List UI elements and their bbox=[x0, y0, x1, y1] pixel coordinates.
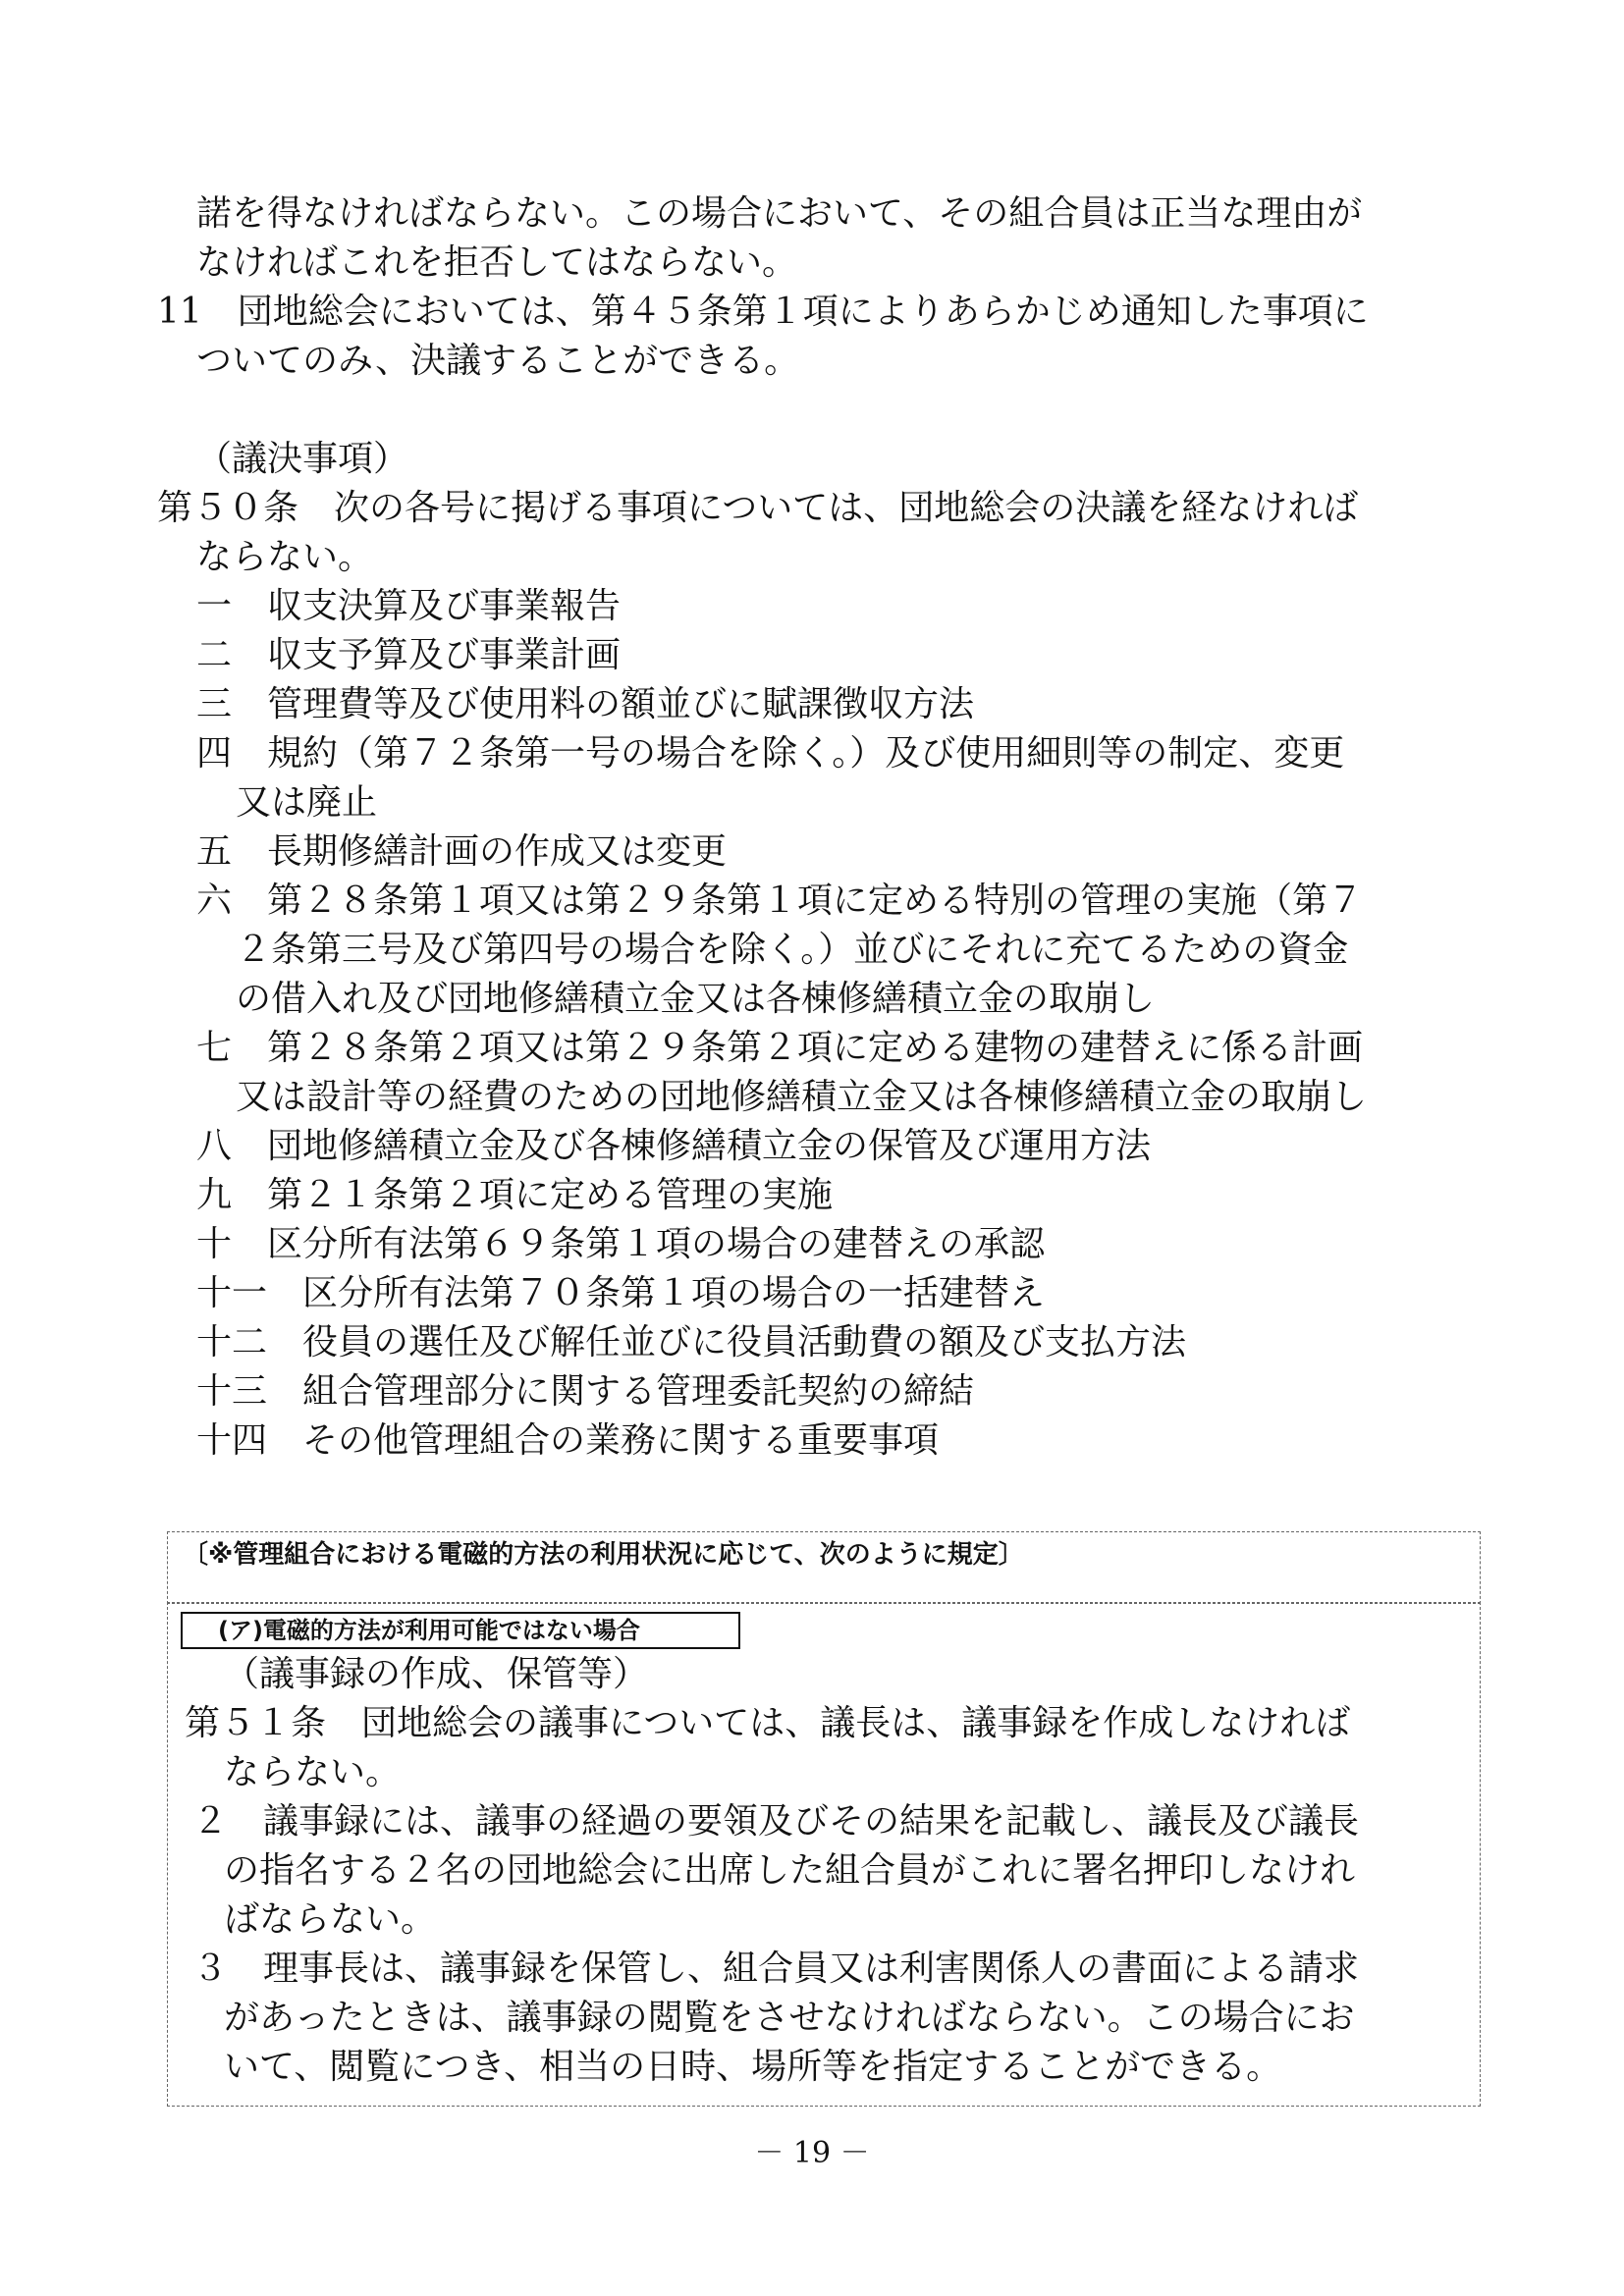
page-number: － 19 － bbox=[754, 2136, 870, 2170]
paragraph-11: 11 団地総会においては、第４５条第１項によりあらかじめ通知した事項に bbox=[157, 292, 1369, 332]
list-item: 一 収支決算及び事業報告 bbox=[196, 586, 622, 626]
body-line: 諾を得なければならない。この場合において、その組合員は正当な理由が bbox=[196, 193, 1363, 234]
article-caption: （議決事項） bbox=[196, 439, 409, 479]
list-item: 六 第２８条第１項又は第２９条第１項に定める特別の管理の実施（第７ bbox=[196, 881, 1364, 921]
list-item: 七 第２８条第２項又は第２９条第２項に定める建物の建替えに係る計画 bbox=[196, 1028, 1364, 1068]
paragraph-3: ３ 理事長は、議事録を保管し、組合員又は利害関係人の書面による請求 bbox=[192, 1949, 1360, 1989]
body-line: ならない。 bbox=[224, 1752, 402, 1792]
list-item-continuation: 又は設計等の経費のための団地修繕積立金又は各棟修繕積立金の取崩し bbox=[236, 1077, 1368, 1117]
paragraph-2: ２ 議事録には、議事の経過の要領及びその結果を記載し、議長及び議長 bbox=[192, 1801, 1360, 1842]
body-line: いて、閲覧につき、相当の日時、場所等を指定することができる。 bbox=[224, 2047, 1282, 2087]
article-heading: 第５０条 次の各号に掲げる事項については、団地総会の決議を経なければ bbox=[157, 488, 1359, 528]
list-item: 九 第２１条第２項に定める管理の実施 bbox=[196, 1175, 834, 1215]
list-item-continuation: ２条第三号及び第四号の場合を除く。）並びにそれに充てるための資金 bbox=[236, 930, 1349, 970]
list-item: 十一 区分所有法第７０条第１項の場合の一括建替え bbox=[196, 1273, 1046, 1313]
list-item-continuation: の借入れ及び団地修繕積立金又は各棟修繕積立金の取崩し bbox=[236, 979, 1156, 1019]
list-item-continuation: 又は廃止 bbox=[236, 782, 378, 823]
list-item: 四 規約（第７２条第一号の場合を除く。）及び使用細則等の制定、変更 bbox=[196, 733, 1345, 774]
list-item: 五 長期修繕計画の作成又は変更 bbox=[196, 831, 728, 872]
list-item: 十 区分所有法第６９条第１項の場合の建替えの承認 bbox=[196, 1224, 1046, 1264]
body-line: ついてのみ、決議することができる。 bbox=[196, 341, 800, 381]
body-line: なければこれを拒否してはならない。 bbox=[196, 242, 798, 283]
list-item: 三 管理費等及び使用料の額並びに賦課徴収方法 bbox=[196, 684, 975, 724]
article-heading: 第５１条 団地総会の議事については、議長は、議事録を作成しなければ bbox=[185, 1703, 1351, 1743]
option-label: (ア)電磁的方法が利用可能ではない場合 bbox=[181, 1612, 740, 1649]
body-line: ならない。 bbox=[196, 537, 374, 577]
list-item: 十二 役員の選任及び解任並びに役員活動費の額及び支払方法 bbox=[196, 1322, 1187, 1362]
list-item: 十三 組合管理部分に関する管理委託契約の締結 bbox=[196, 1371, 975, 1412]
list-item: 十四 その他管理組合の業務に関する重要事項 bbox=[196, 1420, 940, 1461]
note-box-heading: 〔※管理組合における電磁的方法の利用状況に応じて、次のように規定〕 bbox=[183, 1540, 1024, 1570]
body-line: があったときは、議事録の閲覧をさせなければならない。この場合にお bbox=[224, 1998, 1355, 2038]
article-caption: （議事録の作成、保管等） bbox=[224, 1654, 649, 1694]
body-line: の指名する２名の団地総会に出席した組合員がこれに署名押印しなけれ bbox=[224, 1850, 1356, 1891]
list-item: 八 団地修繕積立金及び各棟修繕積立金の保管及び運用方法 bbox=[196, 1126, 1152, 1166]
body-line: ばならない。 bbox=[224, 1899, 437, 1940]
list-item: 二 収支予算及び事業計画 bbox=[196, 635, 622, 675]
